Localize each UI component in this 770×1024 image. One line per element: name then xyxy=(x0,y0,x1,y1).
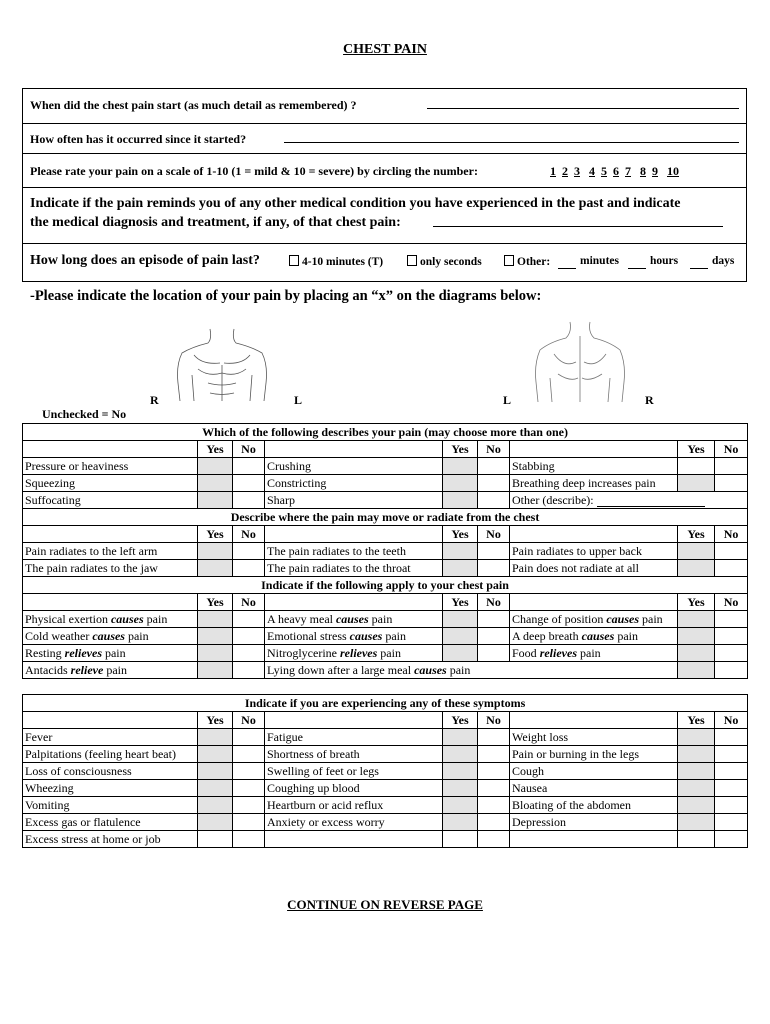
symptom-label: Heartburn or acid reflux xyxy=(265,797,443,814)
yes-checkbox[interactable] xyxy=(443,746,478,763)
no-checkbox[interactable] xyxy=(478,458,510,475)
question-condition-label-1: Indicate if the pain reminds you of any other medical condition you have experienced in the past and indicate xyxy=(30,196,681,211)
question-duration-label: How long does an episode of pain last? xyxy=(30,253,260,268)
yes-no-header-row xyxy=(23,594,748,611)
question-row-frequency xyxy=(22,124,747,154)
trigger-text: pain xyxy=(639,612,663,626)
symptom-label: Anxiety or excess worry xyxy=(265,814,443,831)
table-row xyxy=(23,763,748,780)
yes-checkbox[interactable] xyxy=(198,763,233,780)
yes-checkbox[interactable] xyxy=(678,780,715,797)
trigger-text: pain xyxy=(101,646,126,660)
yes-header: Yes xyxy=(678,712,715,729)
trigger-text: pain xyxy=(103,663,127,677)
section-header-row xyxy=(23,577,748,594)
checkbox-icon[interactable] xyxy=(407,255,417,266)
trigger-emphasis: causes xyxy=(349,629,383,643)
duration-option-4-10[interactable] xyxy=(289,255,383,268)
yes-header: Yes xyxy=(443,441,478,458)
section3-header: Indicate if the following apply to your chest pain xyxy=(23,577,748,594)
yes-checkbox[interactable] xyxy=(678,729,715,746)
yes-no-header-row xyxy=(23,712,748,729)
section-header-row xyxy=(23,509,748,526)
yes-checkbox[interactable] xyxy=(678,560,715,577)
duration-option-label: Other: xyxy=(517,256,551,268)
table-row xyxy=(23,814,748,831)
no-checkbox[interactable] xyxy=(233,831,265,848)
no-checkbox[interactable] xyxy=(715,611,748,628)
trigger-label xyxy=(510,645,678,662)
other-describe-field[interactable] xyxy=(597,494,705,507)
pain-type-label: Suffocating xyxy=(23,492,198,509)
table-row xyxy=(23,780,748,797)
yes-checkbox[interactable] xyxy=(198,543,233,560)
no-checkbox[interactable] xyxy=(478,763,510,780)
yes-checkbox[interactable] xyxy=(198,628,233,645)
no-checkbox[interactable] xyxy=(233,475,265,492)
back-torso-diagram[interactable] xyxy=(530,318,630,406)
no-checkbox[interactable] xyxy=(478,492,510,509)
yes-checkbox[interactable] xyxy=(443,814,478,831)
no-checkbox[interactable] xyxy=(715,746,748,763)
no-header: No xyxy=(478,441,510,458)
empty-cell xyxy=(265,831,443,848)
trigger-emphasis: causes xyxy=(606,612,639,626)
yes-checkbox[interactable] xyxy=(198,662,233,679)
trigger-text: Change of position xyxy=(512,612,607,626)
yes-checkbox[interactable] xyxy=(198,492,233,509)
no-checkbox[interactable] xyxy=(715,628,748,645)
trigger-label xyxy=(510,611,678,628)
no-header: No xyxy=(715,441,748,458)
no-header: No xyxy=(715,526,748,543)
radiation-label: Pain does not radiate at all xyxy=(510,560,678,577)
trigger-text: Physical exertion xyxy=(25,612,111,626)
question-row-condition xyxy=(22,188,747,244)
duration-option-seconds[interactable] xyxy=(407,255,482,268)
no-header: No xyxy=(233,594,265,611)
trigger-emphasis: relieves xyxy=(64,646,102,660)
radiation-label: The pain radiates to the throat xyxy=(265,560,443,577)
empty-cell xyxy=(478,831,510,848)
symptom-label: Pain or burning in the legs xyxy=(510,746,678,763)
yes-checkbox[interactable] xyxy=(678,746,715,763)
yes-header: Yes xyxy=(198,526,233,543)
section-header-row xyxy=(23,424,748,441)
trigger-label xyxy=(23,628,198,645)
pain-type-label: Breathing deep increases pain xyxy=(510,475,678,492)
trigger-emphasis: relieves xyxy=(339,646,378,660)
symptom-label: Wheezing xyxy=(23,780,198,797)
back-right-label: R xyxy=(645,393,654,407)
yes-checkbox[interactable] xyxy=(443,780,478,797)
no-checkbox[interactable] xyxy=(233,543,265,560)
pain-type-label xyxy=(510,492,748,509)
symptom-label: Excess gas or flatulence xyxy=(23,814,198,831)
unchecked-legend: Unchecked = No xyxy=(42,407,127,421)
yes-checkbox[interactable] xyxy=(198,746,233,763)
yes-checkbox[interactable] xyxy=(198,831,233,848)
yes-checkbox[interactable] xyxy=(443,492,478,509)
symptom-label: Shortness of breath xyxy=(265,746,443,763)
symptom-label: Coughing up blood xyxy=(265,780,443,797)
no-checkbox[interactable] xyxy=(233,492,265,509)
radiation-label: Pain radiates to upper back xyxy=(510,543,678,560)
trigger-text: Food xyxy=(512,646,540,660)
no-checkbox[interactable] xyxy=(478,611,510,628)
yes-checkbox[interactable] xyxy=(678,763,715,780)
no-header: No xyxy=(233,526,265,543)
table-row xyxy=(23,560,748,577)
no-checkbox[interactable] xyxy=(478,628,510,645)
no-checkbox[interactable] xyxy=(715,645,748,662)
yes-checkbox[interactable] xyxy=(443,628,478,645)
table-row xyxy=(23,729,748,746)
no-checkbox[interactable] xyxy=(233,458,265,475)
scale-number[interactable]: 4 xyxy=(589,164,595,178)
yes-checkbox[interactable] xyxy=(678,543,715,560)
table-row xyxy=(23,797,748,814)
yes-checkbox[interactable] xyxy=(443,543,478,560)
yes-checkbox[interactable] xyxy=(678,797,715,814)
table-row xyxy=(23,611,748,628)
minutes-field[interactable] xyxy=(558,256,576,269)
answer-frequency-field[interactable] xyxy=(284,130,739,143)
symptom-label: Vomiting xyxy=(23,797,198,814)
no-checkbox[interactable] xyxy=(233,814,265,831)
no-checkbox[interactable] xyxy=(715,475,748,492)
yes-header: Yes xyxy=(198,594,233,611)
no-checkbox[interactable] xyxy=(233,797,265,814)
table-row xyxy=(23,746,748,763)
no-header: No xyxy=(478,594,510,611)
scale-number[interactable]: 9 xyxy=(652,164,658,178)
symptom-label: Fatigue xyxy=(265,729,443,746)
yes-checkbox[interactable] xyxy=(443,611,478,628)
trigger-label xyxy=(510,628,678,645)
no-checkbox[interactable] xyxy=(478,729,510,746)
question-row-start xyxy=(22,88,747,124)
yes-checkbox[interactable] xyxy=(198,475,233,492)
yes-header: Yes xyxy=(678,526,715,543)
trigger-emphasis: causes xyxy=(335,612,369,626)
trigger-label xyxy=(23,645,198,662)
question-start-label: When did the chest pain start (as much detail as remembered) ? xyxy=(30,98,357,112)
trigger-text: pain xyxy=(446,663,471,677)
trigger-text: pain xyxy=(377,646,401,660)
yes-checkbox[interactable] xyxy=(678,645,715,662)
yes-checkbox[interactable] xyxy=(678,662,715,679)
section1-header: Which of the following describes your pain (may choose more than one) xyxy=(23,424,748,441)
empty-cell xyxy=(715,831,748,848)
scale-number[interactable]: 5 xyxy=(601,164,607,178)
pain-scale xyxy=(544,164,679,179)
continue-footer: CONTINUE ON REVERSE PAGE xyxy=(287,897,483,912)
no-checkbox[interactable] xyxy=(233,780,265,797)
no-checkbox[interactable] xyxy=(715,662,748,679)
no-header: No xyxy=(233,712,265,729)
scale-number[interactable]: 2 xyxy=(562,164,568,178)
trigger-text: A deep breath xyxy=(512,629,582,643)
trigger-text: pain xyxy=(368,612,393,626)
no-checkbox[interactable] xyxy=(233,763,265,780)
yes-checkbox[interactable] xyxy=(198,814,233,831)
trigger-emphasis: causes xyxy=(110,612,144,626)
yes-checkbox[interactable] xyxy=(678,628,715,645)
yes-checkbox[interactable] xyxy=(443,560,478,577)
yes-checkbox[interactable] xyxy=(443,458,478,475)
symptom-label: Palpitations (feeling heart beat) xyxy=(23,746,198,763)
yes-checkbox[interactable] xyxy=(198,611,233,628)
symptom-label: Depression xyxy=(510,814,678,831)
trigger-text: pain xyxy=(124,629,149,643)
empty-cell xyxy=(678,831,715,848)
trigger-label xyxy=(265,611,443,628)
table-row xyxy=(23,831,748,848)
symptom-label: Fever xyxy=(23,729,198,746)
no-checkbox[interactable] xyxy=(478,645,510,662)
no-checkbox[interactable] xyxy=(715,543,748,560)
symptom-label: Cough xyxy=(510,763,678,780)
scale-number[interactable]: 7 xyxy=(625,164,631,178)
radiation-label: The pain radiates to the jaw xyxy=(23,560,198,577)
yes-checkbox[interactable] xyxy=(198,780,233,797)
front-left-label: L xyxy=(294,393,303,407)
trigger-emphasis: causes xyxy=(581,629,615,643)
yes-checkbox[interactable] xyxy=(443,763,478,780)
minutes-label: minutes xyxy=(580,255,619,267)
trigger-text: pain xyxy=(577,646,601,660)
symptom-label: Excess stress at home or job xyxy=(23,831,198,848)
no-checkbox[interactable] xyxy=(715,797,748,814)
trigger-text: pain xyxy=(614,629,638,643)
trigger-text: Antacids xyxy=(25,663,71,677)
table-row xyxy=(23,645,748,662)
yes-header: Yes xyxy=(198,712,233,729)
table-row xyxy=(23,458,748,475)
table-row xyxy=(23,628,748,645)
trigger-label xyxy=(265,645,443,662)
trigger-text: Emotional stress xyxy=(267,629,350,643)
trigger-text: Resting xyxy=(25,646,65,660)
trigger-text: Lying down after a large meal xyxy=(267,663,415,677)
trigger-text: A heavy meal xyxy=(267,612,336,626)
page-title: CHEST PAIN xyxy=(343,42,427,57)
no-checkbox[interactable] xyxy=(478,780,510,797)
duration-option-label: 4-10 minutes (T) xyxy=(302,256,384,268)
trigger-emphasis: causes xyxy=(92,629,125,643)
table-row xyxy=(23,492,748,509)
scale-number[interactable]: 3 xyxy=(574,164,580,178)
scale-number[interactable]: 1 xyxy=(550,164,556,178)
trigger-text: pain xyxy=(143,612,168,626)
trigger-emphasis: relieve xyxy=(70,663,104,677)
no-checkbox[interactable] xyxy=(233,645,265,662)
hours-field[interactable] xyxy=(628,256,646,269)
days-field[interactable] xyxy=(690,256,708,269)
no-header: No xyxy=(478,526,510,543)
pain-type-label: Squeezing xyxy=(23,475,198,492)
symptoms-table xyxy=(22,694,748,848)
pain-type-label: Crushing xyxy=(265,458,443,475)
trigger-text: pain xyxy=(382,629,407,643)
question-row-scale xyxy=(22,154,747,188)
no-header: No xyxy=(715,594,748,611)
section4-header: Indicate if you are experiencing any of these symptoms xyxy=(23,695,748,712)
pain-characteristics-table xyxy=(22,423,748,679)
yes-header: Yes xyxy=(678,441,715,458)
trigger-text: Cold weather xyxy=(25,629,93,643)
trigger-emphasis: causes xyxy=(414,663,447,677)
question-scale-label: Please rate your pain on a scale of 1-10 (1 = mild & 10 = severe) by circling the number: xyxy=(30,164,478,178)
no-checkbox[interactable] xyxy=(233,611,265,628)
no-header: No xyxy=(715,712,748,729)
hours-label: hours xyxy=(650,255,679,267)
yes-checkbox[interactable] xyxy=(198,797,233,814)
trigger-label xyxy=(23,611,198,628)
yes-header: Yes xyxy=(198,441,233,458)
yes-checkbox[interactable] xyxy=(678,611,715,628)
no-checkbox[interactable] xyxy=(233,560,265,577)
yes-no-header-row xyxy=(23,526,748,543)
days-label: days xyxy=(712,255,735,267)
yes-checkbox[interactable] xyxy=(678,458,715,475)
no-checkbox[interactable] xyxy=(715,560,748,577)
no-checkbox[interactable] xyxy=(233,628,265,645)
yes-header: Yes xyxy=(678,594,715,611)
table-row xyxy=(23,543,748,560)
table-row xyxy=(23,662,748,679)
yes-header: Yes xyxy=(443,594,478,611)
no-checkbox[interactable] xyxy=(478,543,510,560)
trigger-emphasis: relieves xyxy=(539,646,577,660)
no-checkbox[interactable] xyxy=(478,475,510,492)
pain-type-label: Sharp xyxy=(265,492,443,509)
radiation-label: The pain radiates to the teeth xyxy=(265,543,443,560)
back-left-label: L xyxy=(503,393,512,407)
pain-type-label: Stabbing xyxy=(510,458,678,475)
duration-option-label: only seconds xyxy=(420,256,482,268)
symptom-label: Swelling of feet or legs xyxy=(265,763,443,780)
other-describe-label: Other (describe): xyxy=(512,493,594,507)
scale-number[interactable]: 10 xyxy=(667,164,679,178)
no-checkbox[interactable] xyxy=(715,458,748,475)
symptom-label: Weight loss xyxy=(510,729,678,746)
symptom-label: Bloating of the abdomen xyxy=(510,797,678,814)
trigger-label xyxy=(265,662,678,679)
yes-header: Yes xyxy=(443,526,478,543)
yes-checkbox[interactable] xyxy=(198,729,233,746)
yes-checkbox[interactable] xyxy=(198,645,233,662)
no-header: No xyxy=(478,712,510,729)
yes-checkbox[interactable] xyxy=(198,560,233,577)
no-checkbox[interactable] xyxy=(478,814,510,831)
table-row xyxy=(23,475,748,492)
no-checkbox[interactable] xyxy=(715,763,748,780)
location-instruction: -Please indicate the location of your pain by placing an “x” on the diagrams below: xyxy=(30,288,542,304)
trigger-label xyxy=(265,628,443,645)
answer-start-field[interactable] xyxy=(427,96,739,109)
section2-header: Describe where the pain may move or radiate from the chest xyxy=(23,509,748,526)
no-checkbox[interactable] xyxy=(715,729,748,746)
trigger-text: Nitroglycerine xyxy=(267,646,340,660)
section-header-row xyxy=(23,695,748,712)
yes-header: Yes xyxy=(443,712,478,729)
no-checkbox[interactable] xyxy=(715,780,748,797)
checkbox-icon[interactable] xyxy=(504,255,514,266)
no-checkbox[interactable] xyxy=(478,746,510,763)
symptom-label: Loss of consciousness xyxy=(23,763,198,780)
yes-checkbox[interactable] xyxy=(198,458,233,475)
front-torso-diagram[interactable] xyxy=(172,325,272,405)
yes-checkbox[interactable] xyxy=(678,814,715,831)
yes-checkbox[interactable] xyxy=(443,729,478,746)
no-checkbox[interactable] xyxy=(233,662,265,679)
no-checkbox[interactable] xyxy=(478,560,510,577)
trigger-label xyxy=(23,662,198,679)
empty-cell xyxy=(510,831,678,848)
radiation-label: Pain radiates to the left arm xyxy=(23,543,198,560)
checkbox-icon[interactable] xyxy=(289,255,299,266)
yes-checkbox[interactable] xyxy=(678,475,715,492)
question-row-duration xyxy=(22,244,747,282)
question-frequency-label: How often has it occurred since it started? xyxy=(30,132,247,146)
answer-condition-field[interactable] xyxy=(433,214,723,227)
no-checkbox[interactable] xyxy=(233,746,265,763)
yes-checkbox[interactable] xyxy=(443,475,478,492)
duration-option-other[interactable] xyxy=(504,255,550,268)
no-checkbox[interactable] xyxy=(478,797,510,814)
pain-type-label: Pressure or heaviness xyxy=(23,458,198,475)
scale-number[interactable]: 6 xyxy=(613,164,619,178)
pain-type-label: Constricting xyxy=(265,475,443,492)
question-condition-label-2: the medical diagnosis and treatment, if any, of that chest pain: xyxy=(30,215,401,230)
yes-checkbox[interactable] xyxy=(443,645,478,662)
scale-number[interactable]: 8 xyxy=(640,164,646,178)
symptom-label: Nausea xyxy=(510,780,678,797)
yes-no-header-row xyxy=(23,441,748,458)
no-checkbox[interactable] xyxy=(715,814,748,831)
yes-checkbox[interactable] xyxy=(443,797,478,814)
front-right-label: R xyxy=(150,393,159,407)
no-checkbox[interactable] xyxy=(233,729,265,746)
empty-cell xyxy=(443,831,478,848)
no-header: No xyxy=(233,441,265,458)
